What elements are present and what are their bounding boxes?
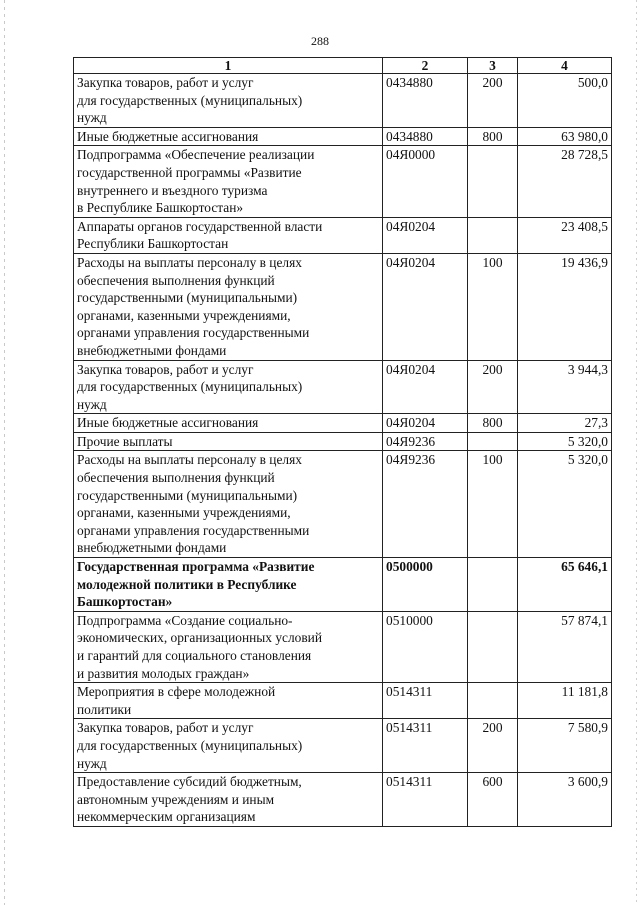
table-row <box>74 414 612 433</box>
row-expense-type <box>468 432 518 451</box>
row-sum: 5 320,0 <box>518 432 612 451</box>
table-header-row <box>74 58 612 74</box>
row-code: 04Я9236 <box>383 451 468 558</box>
row-code: 0514311 <box>383 683 468 719</box>
header-col-3: 3 <box>468 58 518 74</box>
header-col-1: 1 <box>74 58 383 74</box>
row-name: Аппараты органов государственной власти Республики Башкортостан <box>74 217 383 253</box>
table-row <box>74 253 612 360</box>
row-name: Закупка товаров, работ и услуг для государственных (муниципальных) нужд <box>74 74 383 128</box>
row-name: Закупка товаров, работ и услуг для государственных (муниципальных) нужд <box>74 719 383 773</box>
row-code: 04Я0204 <box>383 217 468 253</box>
row-name: Расходы на выплаты персоналу в целях обеспечения выполнения функций государственными (муниципальными) органами, казенными учреждениями, органами управления государственными внебюджетными фондами <box>74 451 383 558</box>
row-expense-type: 100 <box>468 253 518 360</box>
row-expense-type <box>468 558 518 612</box>
row-expense-type <box>468 217 518 253</box>
row-code: 0434880 <box>383 127 468 146</box>
row-code: 04Я0204 <box>383 253 468 360</box>
row-sum: 3 600,9 <box>518 773 612 827</box>
row-name: Мероприятия в сфере молодежной политики <box>74 683 383 719</box>
row-name: Иные бюджетные ассигнования <box>74 127 383 146</box>
row-code: 0514311 <box>383 719 468 773</box>
row-name: Подпрограмма «Обеспечение реализации государственной программы «Развитие внутреннего и въездного туризма в Республике Башкортостан» <box>74 146 383 217</box>
row-expense-type: 100 <box>468 451 518 558</box>
table-row <box>74 773 612 827</box>
row-sum: 500,0 <box>518 74 612 128</box>
row-code: 0434880 <box>383 74 468 128</box>
table-body <box>74 74 612 827</box>
row-sum: 57 874,1 <box>518 611 612 682</box>
row-expense-type: 200 <box>468 74 518 128</box>
row-sum: 7 580,9 <box>518 719 612 773</box>
table-row <box>74 360 612 414</box>
row-sum: 5 320,0 <box>518 451 612 558</box>
row-expense-type <box>468 683 518 719</box>
row-expense-type <box>468 146 518 217</box>
table-row <box>74 127 612 146</box>
row-code: 04Я0000 <box>383 146 468 217</box>
table-row <box>74 683 612 719</box>
table-row <box>74 611 612 682</box>
row-sum: 11 181,8 <box>518 683 612 719</box>
row-expense-type: 600 <box>468 773 518 827</box>
row-sum: 27,3 <box>518 414 612 433</box>
row-code: 04Я0204 <box>383 414 468 433</box>
scan-edge-right <box>636 0 637 905</box>
row-expense-type: 800 <box>468 414 518 433</box>
scan-edge-left <box>4 0 5 905</box>
row-name: Предоставление субсидий бюджетным, автономным учреждениям и иным некоммерческим организациям <box>74 773 383 827</box>
table-row <box>74 558 612 612</box>
row-expense-type <box>468 611 518 682</box>
row-code: 0500000 <box>383 558 468 612</box>
row-code: 0514311 <box>383 773 468 827</box>
row-code: 0510000 <box>383 611 468 682</box>
row-sum: 3 944,3 <box>518 360 612 414</box>
row-name: Государственная программа «Развитие молодежной политики в Республике Башкортостан» <box>74 558 383 612</box>
table-row <box>74 74 612 128</box>
row-code: 04Я9236 <box>383 432 468 451</box>
budget-table <box>73 57 612 827</box>
table-row <box>74 146 612 217</box>
row-code: 04Я0204 <box>383 360 468 414</box>
header-col-4: 4 <box>518 58 612 74</box>
row-sum: 23 408,5 <box>518 217 612 253</box>
row-name: Подпрограмма «Создание социально- экономических, организационных условий и гарантий для социального становления и развития молодых граждан» <box>74 611 383 682</box>
page-number: 288 <box>311 34 329 48</box>
row-expense-type: 800 <box>468 127 518 146</box>
row-name: Расходы на выплаты персоналу в целях обеспечения выполнения функций государственными (муниципальными) органами, казенными учреждениями, органами управления государственными внебюджетными фондами <box>74 253 383 360</box>
row-sum: 28 728,5 <box>518 146 612 217</box>
row-name: Прочие выплаты <box>74 432 383 451</box>
row-expense-type: 200 <box>468 719 518 773</box>
table-row <box>74 451 612 558</box>
row-name: Иные бюджетные ассигнования <box>74 414 383 433</box>
row-expense-type: 200 <box>468 360 518 414</box>
table-row <box>74 432 612 451</box>
row-name: Закупка товаров, работ и услуг для государственных (муниципальных) нужд <box>74 360 383 414</box>
row-sum: 19 436,9 <box>518 253 612 360</box>
row-sum: 63 980,0 <box>518 127 612 146</box>
table-row <box>74 217 612 253</box>
row-sum: 65 646,1 <box>518 558 612 612</box>
header-col-2: 2 <box>383 58 468 74</box>
table-row <box>74 719 612 773</box>
